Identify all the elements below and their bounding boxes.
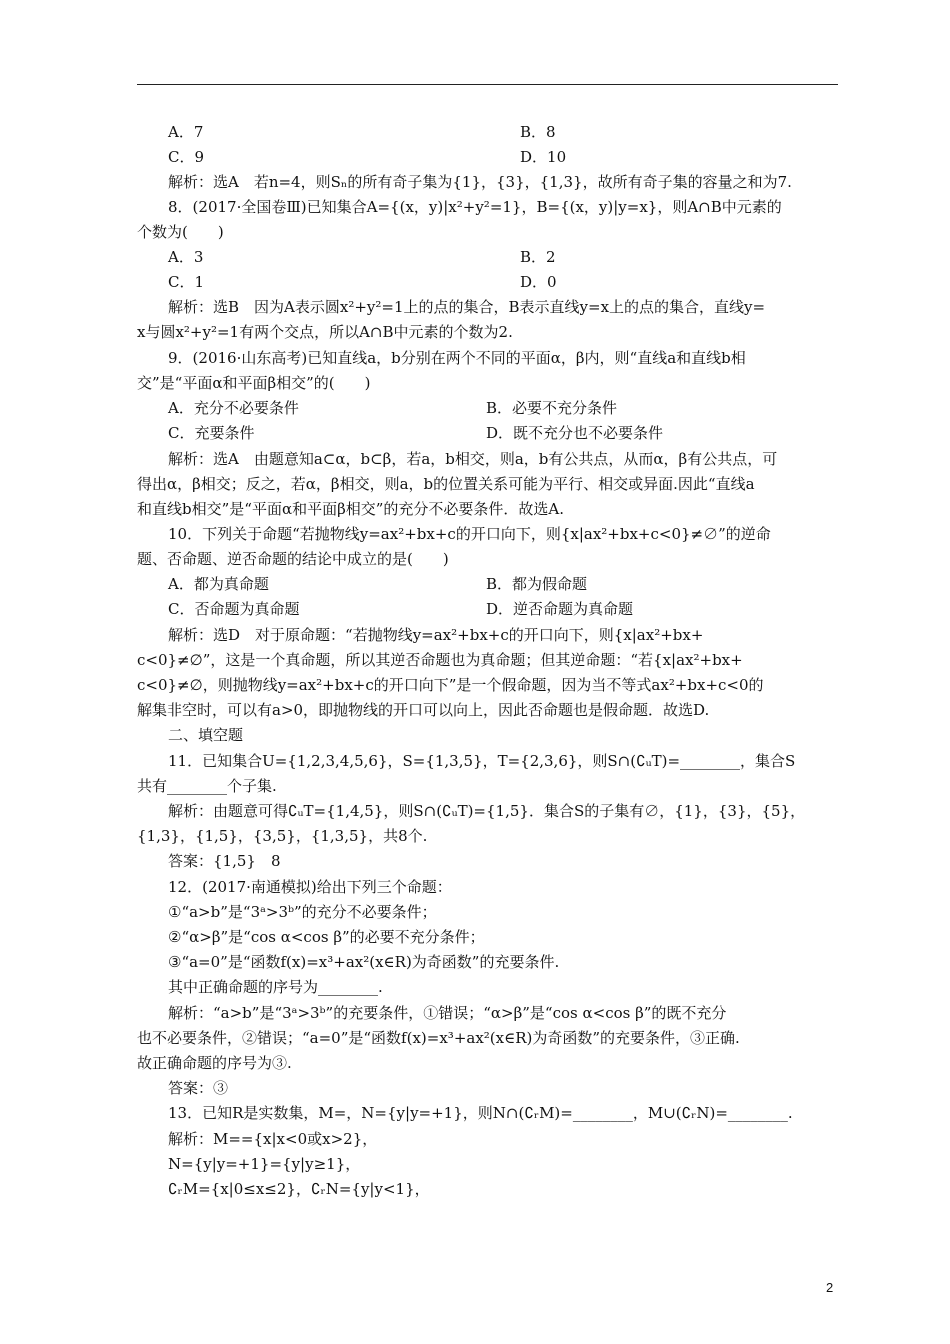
solution-12-cont: 故正确命题的序号为③.	[137, 1054, 292, 1072]
solution-9-cont: 和直线b相交”是“平面α和平面β相交”的充分不必要条件．故选A.	[137, 500, 565, 518]
option-a: A．都为真命题	[168, 575, 269, 593]
header-rule	[137, 84, 838, 85]
question-12-prompt: 其中正确命题的序号为________.	[168, 978, 383, 996]
solution-9-cont: 得出α，β相交；反之，若α，β相交，则a，b的位置关系可能为平行、相交或异面.因此“直线a	[137, 475, 755, 493]
solution-11: 解析：由题意可得∁ᵤT={1,4,5}，则S∩(∁ᵤT)={1,5}．集合S的子集有∅，{1}，{3}，{5}，	[168, 802, 806, 820]
question-9: 9．(2016·山东高考)已知直线a，b分别在两个不同的平面α，β内，则“直线a和直线b相	[168, 349, 746, 367]
option-b: B．2	[520, 248, 556, 266]
option-a: A．3	[168, 248, 204, 266]
solution-12-cont: 也不必要条件，②错误；“a=0”是“函数f(x)=x³+ax²(x∈R)为奇函数”的充要条件，③正确.	[137, 1029, 740, 1047]
option-b: B．8	[520, 123, 556, 141]
question-11: 11．已知集合U={1,2,3,4,5,6}，S={1,3,5}，T={2,3,6}，则S∩(∁ᵤT)=________，集合S	[168, 752, 796, 770]
solution-10: 解析：选D 对于原命题：“若抛物线y=ax²+bx+c的开口向下，则{x|ax²+bx+	[168, 626, 704, 644]
statement-2: ②“α>β”是“cos α<cos β”的必要不充分条件；	[168, 928, 485, 946]
question-12: 12．(2017·南通模拟)给出下列三个命题：	[168, 878, 452, 896]
question-10: 10．下列关于命题“若抛物线y=ax²+bx+c的开口向下，则{x|ax²+bx+c<0}≠∅”的逆命	[168, 525, 771, 543]
solution-13-cont: N={y|y=+1}={y|y≥1}，	[168, 1155, 361, 1173]
option-d: D．逆否命题为真命题	[486, 600, 634, 618]
solution-11-cont: {1,3}，{1,5}，{3,5}，{1,3,5}，共8个.	[137, 827, 428, 845]
question-10-cont: 题、否命题、逆否命题的结论中成立的是( )	[137, 550, 449, 568]
answer-12: 答案：③	[168, 1079, 229, 1097]
solution-7: 解析：选A 若n=4，则Sₙ的所有奇子集为{1}，{3}，{1,3}，故所有奇子集的容量之和为7.	[168, 173, 792, 191]
option-c: C．9	[168, 148, 205, 166]
statement-1: ①“a>b”是“3ᵃ>3ᵇ”的充分不必要条件；	[168, 903, 437, 921]
option-b: B．必要不充分条件	[486, 399, 618, 417]
option-c: C．充要条件	[168, 424, 255, 442]
answer-11: 答案：{1,5} 8	[168, 852, 281, 870]
option-d: D．0	[520, 273, 557, 291]
option-b: B．都为假命题	[486, 575, 588, 593]
option-c: C．1	[168, 273, 205, 291]
solution-13: 解析：M=={x|x<0或x>2}，	[168, 1130, 378, 1148]
solution-8: 解析：选B 因为A表示圆x²+y²=1上的点的集合，B表示直线y=x上的点的集合，直线y=	[168, 298, 766, 316]
page-number: 2	[826, 1280, 834, 1295]
option-a: A．7	[168, 123, 204, 141]
solution-10-cont: 解集非空时，可以有a>0，即抛物线的开口可以向上，因此否命题也是假命题．故选D.	[137, 701, 710, 719]
statement-3: ③“a=0”是“函数f(x)=x³+ax²(x∈R)为奇函数”的充要条件.	[168, 953, 560, 971]
question-8-cont: 个数为( )	[137, 223, 224, 241]
solution-8-cont: x与圆x²+y²=1有两个交点，所以A∩B中元素的个数为2.	[137, 323, 513, 341]
option-d: D．10	[520, 148, 567, 166]
solution-9: 解析：选A 由题意知a⊂α，b⊂β，若a，b相交，则a，b有公共点，从而α，β有公共点，可	[168, 450, 778, 468]
question-13: 13．已知R是实数集，M=，N={y|y=+1}，则N∩(∁ᵣM)=________，M∪(∁ᵣN)=________.	[168, 1104, 793, 1122]
question-9-cont: 交”是“平面α和平面β相交”的( )	[137, 374, 371, 392]
question-8: 8．(2017·全国卷Ⅲ)已知集合A={(x，y)|x²+y²=1}，B={(x，y)|y=x}，则A∩B中元素的	[168, 198, 782, 216]
solution-13-cont: ∁ᵣM={x|0≤x≤2}，∁ᵣN={y|y<1}，	[168, 1180, 430, 1198]
option-a: A．充分不必要条件	[168, 399, 299, 417]
solution-10-cont: c<0}≠∅，则抛物线y=ax²+bx+c的开口向下”是一个假命题，因为当不等式ax²+bx+c<0的	[137, 676, 764, 694]
section-heading: 二、填空题	[168, 726, 244, 744]
option-c: C．否命题为真命题	[168, 600, 300, 618]
option-d: D．既不充分也不必要条件	[486, 424, 664, 442]
question-11-cont: 共有________个子集.	[137, 777, 277, 795]
solution-12: 解析：“a>b”是“3ᵃ>3ᵇ”的充要条件，①错误；“α>β”是“cos α<cos β”的既不充分	[168, 1004, 727, 1022]
solution-10-cont: c<0}≠∅”，这是一个真命题，所以其逆否命题也为真命题；但其逆命题：“若{x|ax²+bx+	[137, 651, 743, 669]
